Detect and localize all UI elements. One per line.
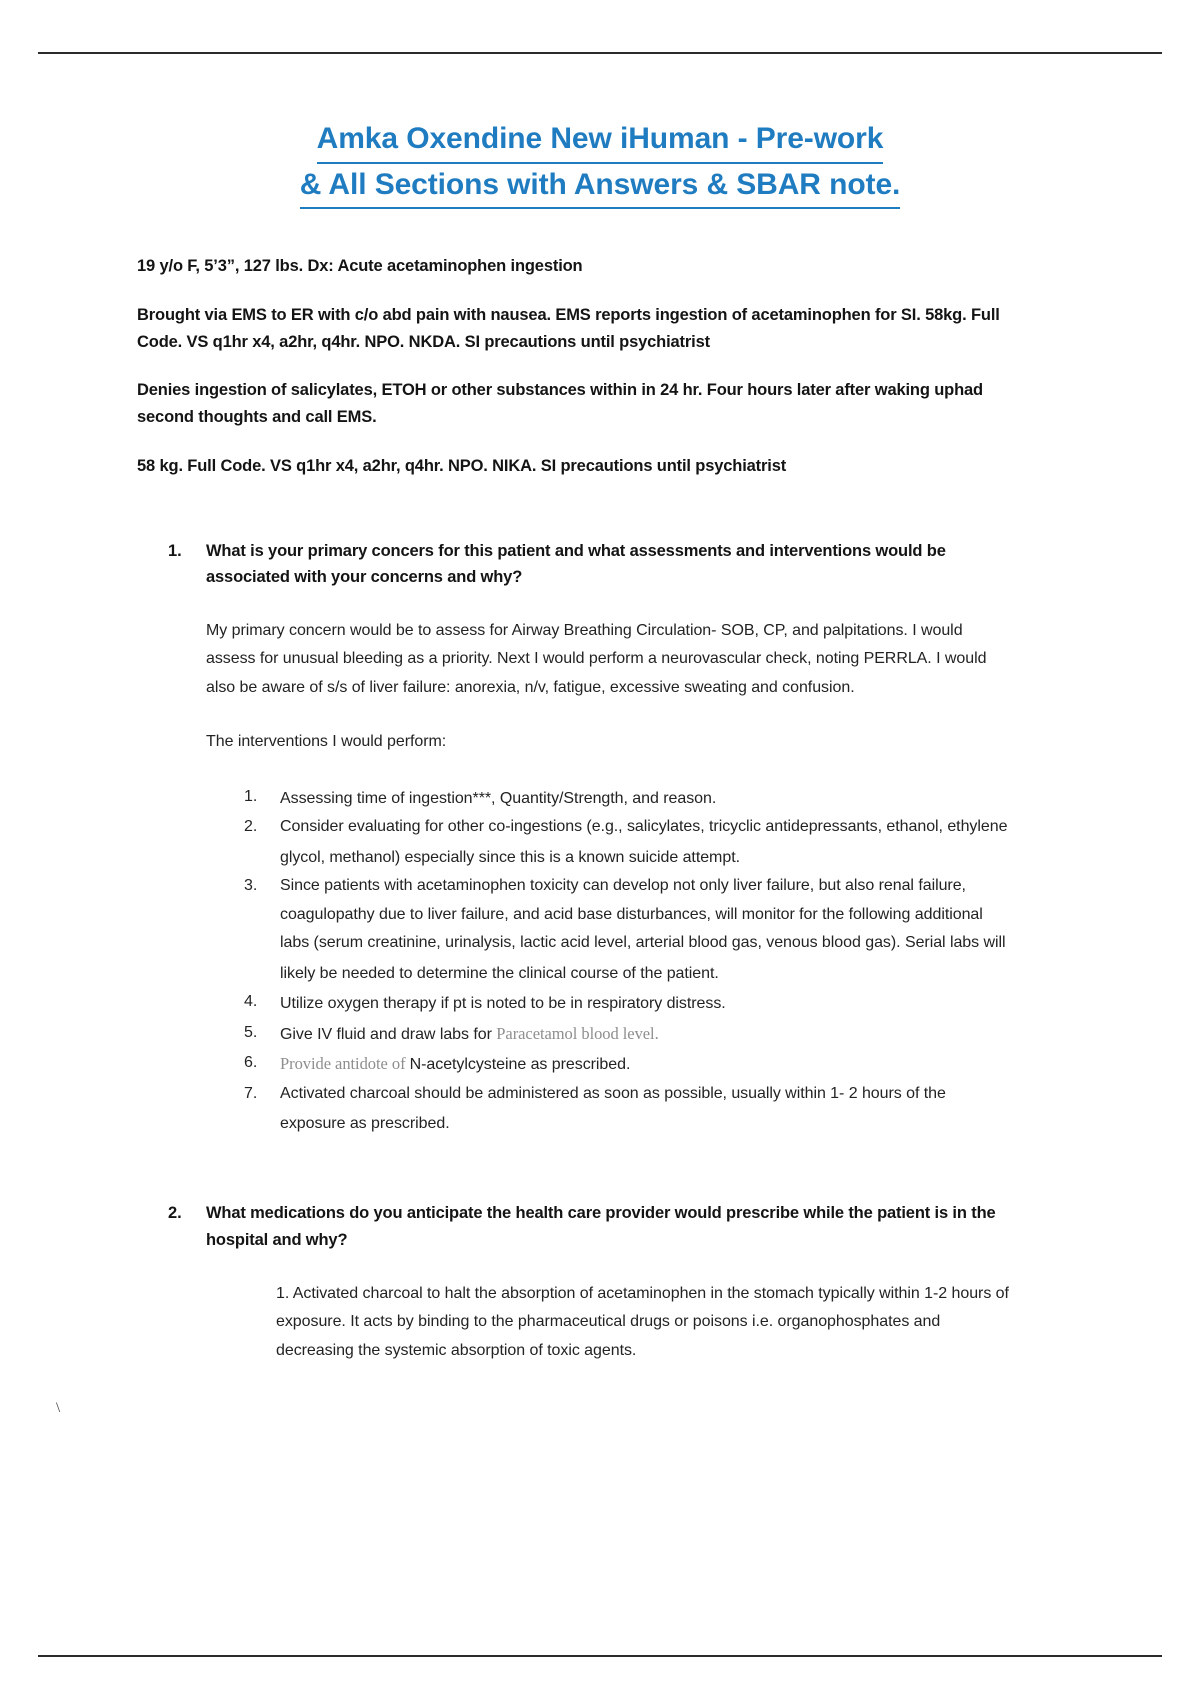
question-1-text: What is your primary concers for this patient and what assessments and interventions would be associated with your concerns and why? [206, 541, 946, 587]
patient-summary [0, 253, 1200, 479]
intervention-item-6 [244, 1049, 1015, 1079]
page-title-line-2: & All Sections with Answers & SBAR note. [300, 164, 901, 210]
intervention-3-text-before: Since patients with acetaminophen toxicity can develop not only liver failure, but also renal failure, coagulopathy due to liver failure, and acid base disturbances, will monitor for the following additional labs (serum creatinine, urinalysis, lactic acid level, arterial blood gas, venous blood gas). Serial labs will likely be needed to determine the clinical course of the patient. [280, 877, 1006, 982]
question-block-1 [168, 538, 1015, 1139]
intervention-6-text-faded: Provide antidote of [280, 1054, 410, 1074]
intervention-1-number: 1. [244, 787, 258, 805]
patient-orders: 58 kg. Full Code. VS q1hr x4, a2hr, q4hr. NPO. NIKA. SI precautions until psychiatrist [137, 456, 787, 475]
answer-1-paragraph-1: My primary concern would be to assess for Airway Breathing Circulation- SOB, CP, and palpitations. I would assess for unusual bleeding as a priority. Next I would perform a neurovascular check, noting PERRLA. I would also be aware of s/s of liver failure: anorexia, n/v, fatigue, excessive sweating and confusion. [206, 621, 987, 696]
patient-history-ems: Brought via EMS to ER with c/o abd pain with nausea. EMS reports ingestion of acetaminophen for SI. 58kg. Full Code. VS q1hr x4, a2hr, q4hr. NPO. NKDA. SI precautions until psychiatrist [137, 305, 1000, 351]
question-1-heading [168, 538, 1015, 591]
intervention-3-text [280, 872, 1015, 988]
interventions-list [206, 783, 1015, 1139]
intervention-5-text-faded: Paracetamol blood level. [496, 1023, 659, 1043]
question-1-answer [168, 617, 1015, 1139]
stray-pen-mark: \ [56, 1400, 61, 1416]
answer-2-paragraph-1: 1. Activated charcoal to halt the absorption of acetaminophen in the stomach typically within 1-2 hours of exposure. It acts by binding to the pharmaceutical drugs or poisons i.e. organophosphates and decreasing the systemic absorption of toxic agents. [276, 1284, 1009, 1359]
document-content [0, 118, 1200, 1365]
intervention-6-text [280, 1049, 1015, 1079]
question-1-number: 1. [168, 541, 182, 560]
intervention-item-3 [244, 872, 1015, 988]
intervention-item-2 [244, 813, 1015, 872]
question-2-heading [168, 1200, 1015, 1253]
intervention-5-text-before: Give IV fluid and draw labs for [280, 1025, 497, 1043]
intervention-4-text [280, 988, 1015, 1018]
intervention-2-text-before: Consider evaluating for other co-ingestions (e.g., salicylates, tricyclic antidepressants, ethanol, ethylene glycol, methanol) especially since this is a known suicide attempt. [280, 818, 1008, 866]
question-list [0, 538, 1200, 1366]
question-2-answer [168, 1280, 1015, 1365]
page-title-line-1: Amka Oxendine New iHuman - Pre-work [317, 118, 884, 164]
intervention-2-number: 2. [244, 818, 258, 836]
intervention-3-number: 3. [244, 877, 258, 895]
patient-demographics: 19 y/o F, 5’3”, 127 lbs. Dx: Acute acetaminophen ingestion [137, 257, 583, 276]
intervention-6-text-after: N-acetylcysteine as prescribed. [409, 1056, 631, 1074]
intervention-7-text-before: Activated charcoal should be administered as soon as possible, usually within 1- 2 hours of the exposure as prescribed. [280, 1084, 946, 1132]
intervention-item-7 [244, 1080, 1015, 1139]
patient-history-denials: Denies ingestion of salicylates, ETOH or other substances within in 24 hr. Four hours later after waking uphad second thoughts and call EMS. [137, 381, 983, 427]
intervention-item-5 [244, 1019, 1015, 1049]
answer-1-paragraph-2: The interventions I would perform: [206, 733, 447, 751]
intervention-6-number: 6. [244, 1054, 258, 1072]
intervention-7-text [280, 1080, 1015, 1139]
page-top-rule [38, 52, 1162, 54]
page-title [0, 118, 1200, 209]
intervention-5-text [280, 1019, 1015, 1049]
intervention-5-number: 5. [244, 1023, 258, 1041]
intervention-1-text-before: Assessing time of ingestion***, Quantity/Strength, and reason. [280, 789, 717, 807]
intervention-item-1 [244, 783, 1015, 813]
intervention-item-4 [244, 988, 1015, 1018]
question-2-text: What medications do you anticipate the health care provider would prescribe while the patient is in the hospital and why? [206, 1204, 996, 1250]
intervention-7-number: 7. [244, 1084, 258, 1102]
question-2-number: 2. [168, 1204, 182, 1223]
intervention-2-text [280, 813, 1015, 872]
page-bottom-rule [38, 1655, 1162, 1657]
intervention-1-text [280, 783, 1015, 813]
intervention-4-text-before: Utilize oxygen therapy if pt is noted to be in respiratory distress. [280, 995, 726, 1013]
intervention-4-number: 4. [244, 993, 258, 1011]
question-block-2 [168, 1200, 1015, 1365]
